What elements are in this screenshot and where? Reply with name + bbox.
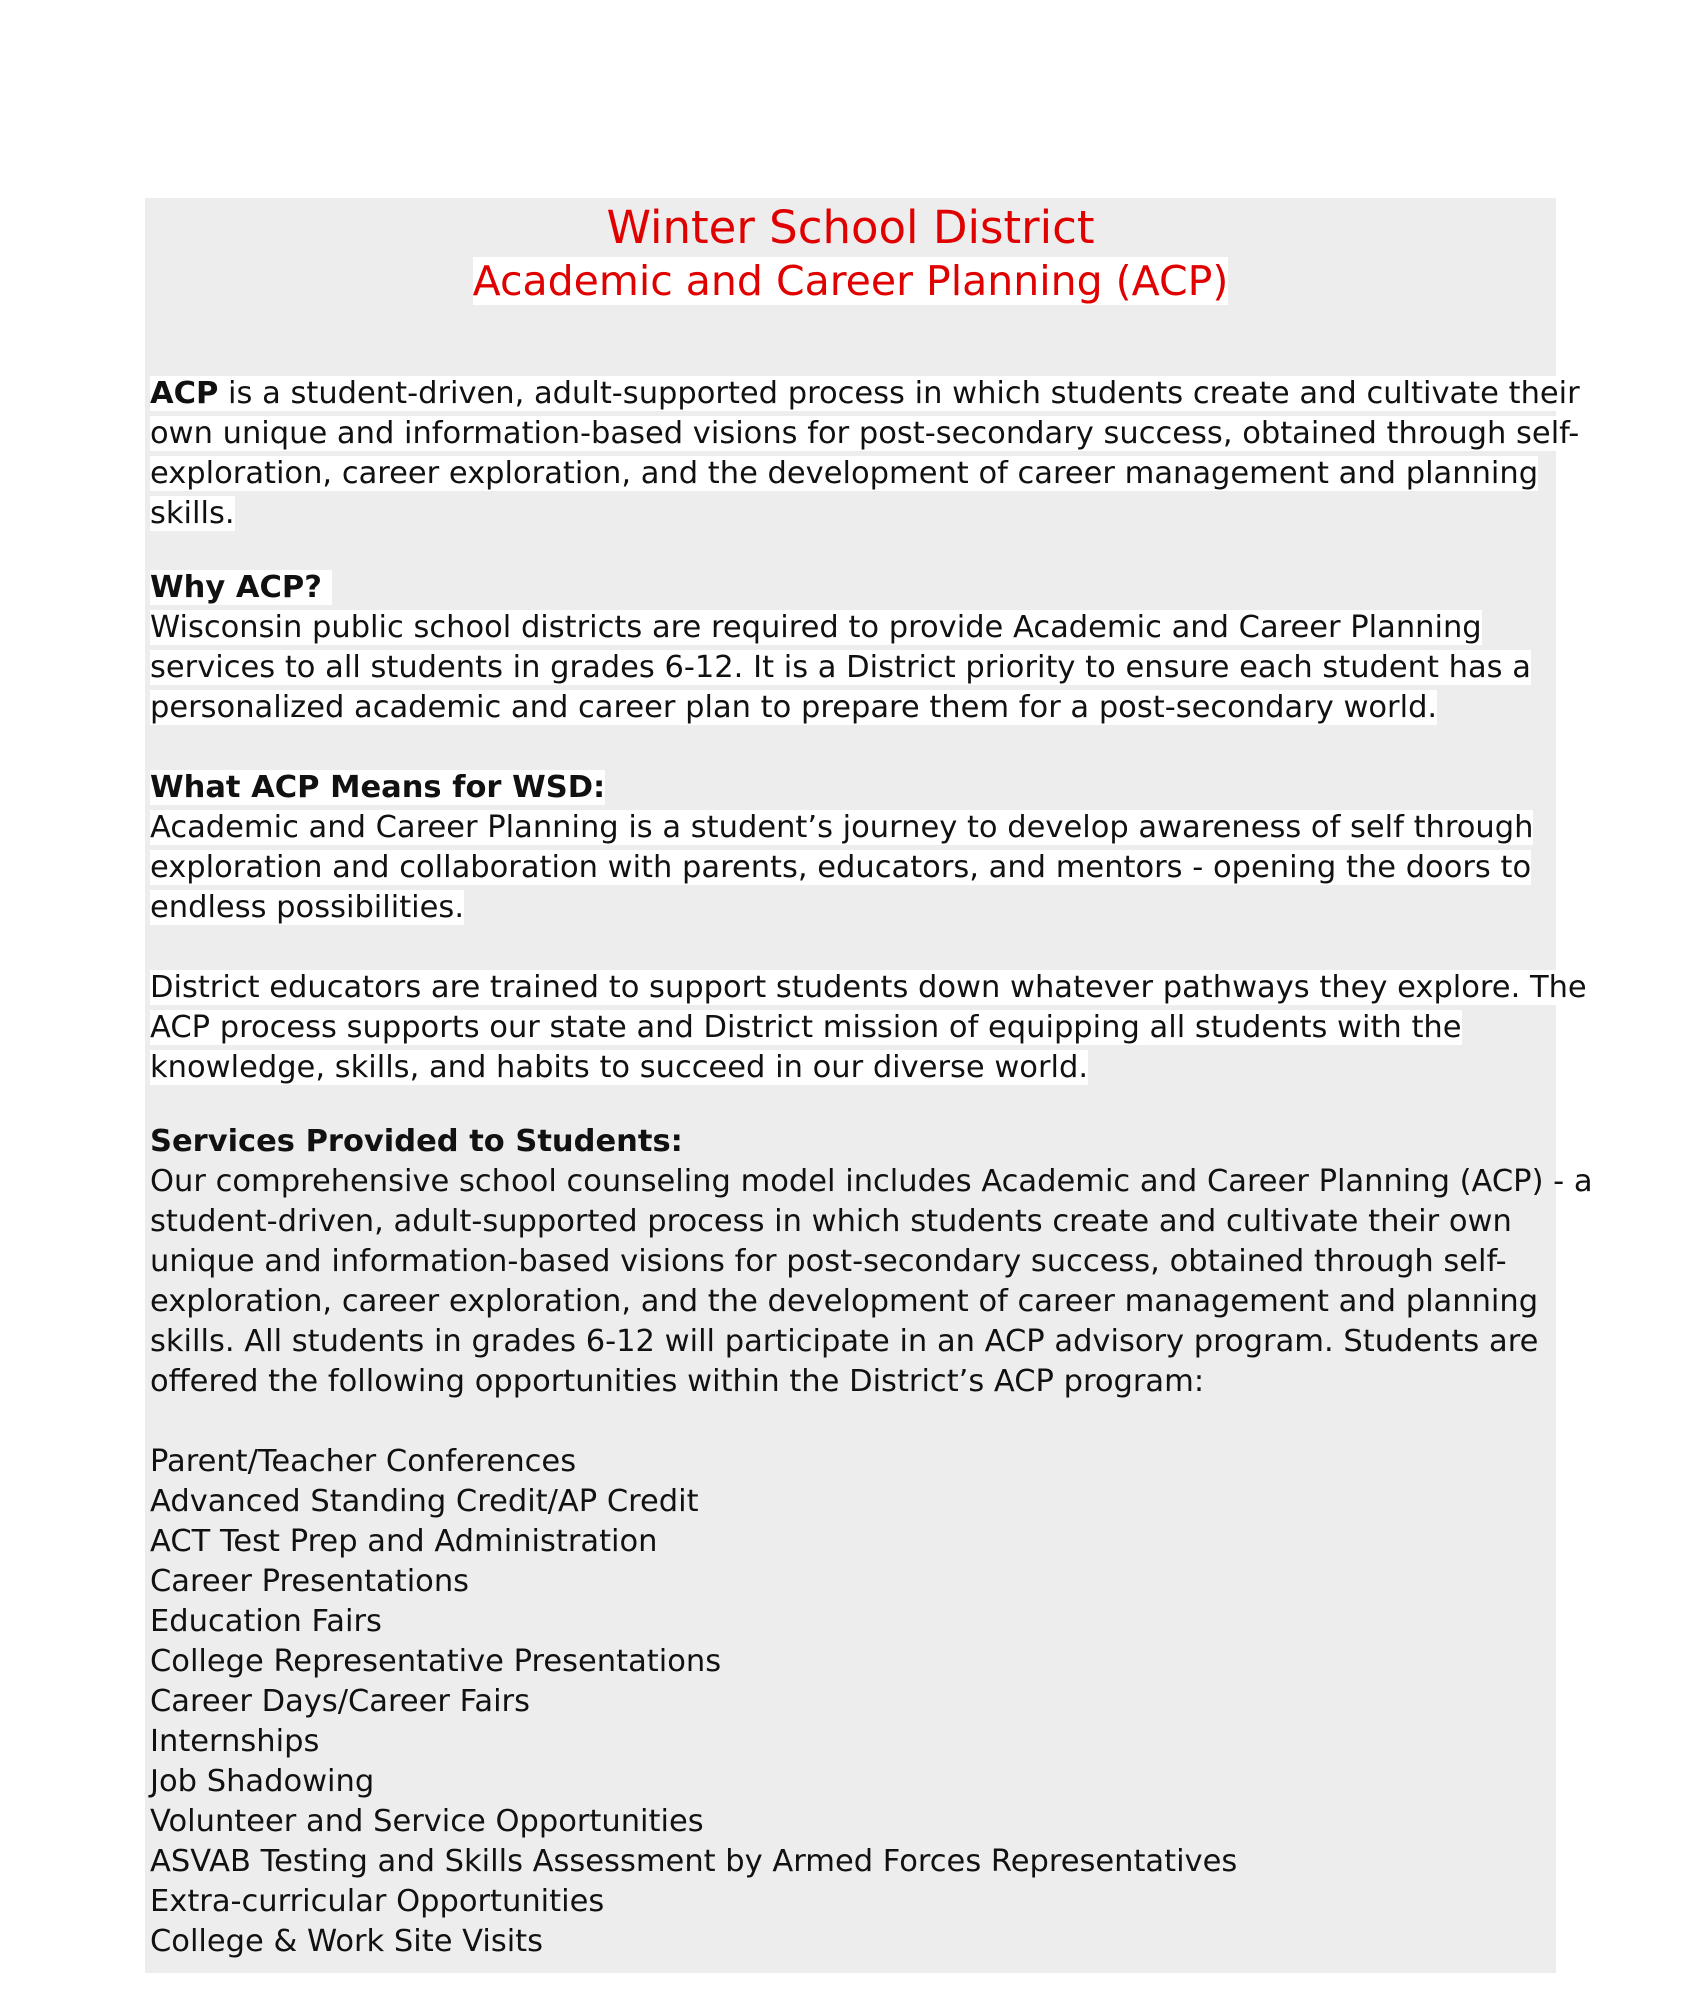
list-item: ASVAB Testing and Skills Assessment by Armed Forces Representatives	[150, 1844, 1238, 1879]
list-item: Career Presentations	[150, 1564, 470, 1599]
list-item: College Representative Presentations	[150, 1644, 722, 1679]
why-section	[150, 568, 1550, 728]
services-heading: Services Provided to Students:	[150, 1124, 683, 1159]
list-item: Advanced Standing Credit/AP Credit	[150, 1484, 699, 1519]
list-item: Education Fairs	[150, 1604, 382, 1639]
document-body	[150, 374, 1593, 1962]
intro-line: own unique and information-based visions for post-secondary success, obtained through self-	[150, 416, 1580, 451]
document-subtitle: Academic and Career Planning (ACP)	[472, 256, 1229, 305]
educators-line: District educators are trained to support students down whatever pathways they explore. The	[150, 970, 1587, 1005]
educators-line: knowledge, skills, and habits to succeed in our diverse world.	[150, 1050, 1089, 1085]
means-line: exploration and collaboration with parents, educators, and mentors - opening the doors to	[150, 850, 1532, 885]
why-line: personalized academic and career plan to prepare them for a post-secondary world.	[150, 690, 1438, 725]
intro-line: skills.	[150, 496, 235, 531]
services-line: skills. All students in grades 6-12 will participate in an ACP advisory program. Students are	[150, 1324, 1539, 1359]
list-item: Internships	[150, 1724, 320, 1759]
list-item: Parent/Teacher Conferences	[150, 1444, 577, 1479]
intro-paragraph	[150, 374, 1580, 534]
services-list	[150, 1442, 1550, 1962]
educators-line: ACP process supports our state and District mission of equipping all students with the	[150, 1010, 1462, 1045]
services-line: exploration, career exploration, and the development of career management and planning	[150, 1284, 1539, 1319]
services-line: unique and information-based visions for post-secondary success, obtained through self-	[150, 1244, 1507, 1279]
list-item: ACT Test Prep and Administration	[150, 1524, 658, 1559]
services-line: Our comprehensive school counseling model includes Academic and Career Planning (ACP) - a	[150, 1164, 1593, 1199]
services-line: student-driven, adult-supported process in which students create and cultivate their own	[150, 1204, 1512, 1239]
means-heading: What ACP Means for WSD:	[150, 770, 606, 805]
list-item: Volunteer and Service Opportunities	[150, 1804, 704, 1839]
list-item: College & Work Site Visits	[150, 1924, 544, 1959]
services-line: offered the following opportunities within the District’s ACP program:	[150, 1364, 1205, 1399]
list-item: Job Shadowing	[150, 1764, 375, 1799]
means-section	[150, 768, 1550, 928]
intro-line: ACP is a student-driven, adult-supported process in which students create and cultivate their	[150, 376, 1580, 411]
services-section	[150, 1122, 1593, 1402]
why-line: services to all students in grades 6-12. It is a District priority to ensure each student has a	[150, 650, 1531, 685]
list-item: Extra-curricular Opportunities	[150, 1884, 605, 1919]
intro-lead: ACP	[150, 376, 219, 411]
means-line: Academic and Career Planning is a student’s journey to develop awareness of self through	[150, 810, 1534, 845]
list-item: Career Days/Career Fairs	[150, 1684, 530, 1719]
document-header	[145, 200, 1556, 305]
document-title: Winter School District	[606, 201, 1095, 254]
educators-paragraph	[150, 968, 1587, 1088]
why-heading: Why ACP?	[150, 568, 1550, 608]
means-line: endless possibilities.	[150, 890, 465, 925]
intro-line: exploration, career exploration, and the development of career management and planning	[150, 456, 1539, 491]
why-line: Wisconsin public school districts are required to provide Academic and Career Planning	[150, 610, 1482, 645]
